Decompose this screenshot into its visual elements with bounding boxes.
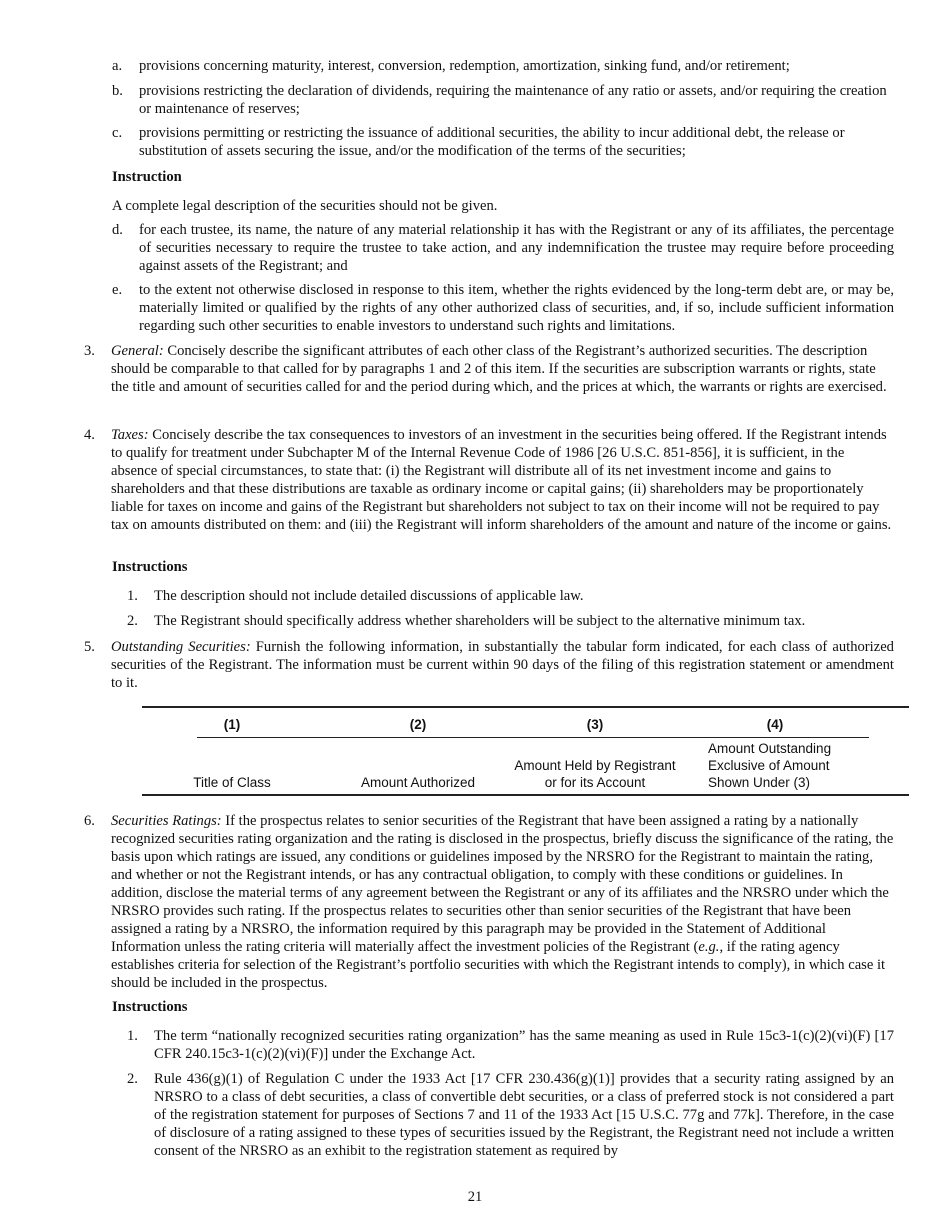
list-text: Rule 436(g)(1) of Regulation C under the 1933 Act [17 CFR 230.436(g)(1)] provides that a security rating assigned by an NRSRO to a class of debt securities, a class of convertible debt securities, or a class of preferred stock is not considered a part of the registration statement for purposes of Sections 7 and 11 of the 1933 Act [15 U.S.C. 77g and 77k]. Therefore, in the case of disclosure of a rating assigned to these types of securities issued by the Registrant, the Registrant need not include a written consent of the NRSRO as an exhibit to the registration statement as required by (154, 1071, 894, 1159)
item-number: 3. (84, 343, 95, 359)
instruction-heading: Instruction (112, 169, 182, 185)
list-marker: b. (112, 83, 123, 99)
instruction-item-1 (127, 587, 894, 607)
column-header-1: (1) (223, 717, 241, 732)
item-text (111, 638, 894, 692)
list-marker: d. (112, 222, 123, 238)
list-text: The description should not include detailed discussions of applicable law. (154, 588, 584, 604)
item-6 (84, 812, 894, 992)
item-5 (84, 638, 894, 694)
item-body: Concisely describe the significant attributes of each other class of the Registrant’s authorized securities. The description should be comparable to that called for by paragraphs 1 and 2 of this item. If the securities are subscription warrants or rights, state the title and amount of securities called for and the period during which, and the prices at which, the warrants or rights are exercised. (111, 343, 887, 395)
instructions-heading: Instructions (112, 999, 188, 1015)
column-amount-authorized: Amount Authorized (360, 775, 476, 790)
column-amount-held-line2: or for its Account (544, 775, 646, 790)
item-3 (84, 342, 894, 416)
list-marker: 2. (127, 1071, 138, 1087)
list-text: provisions restricting the declaration of dividends, requiring the maintenance of any ratio or assets, and/or requiring the creation or maintenance of reserves; (139, 83, 887, 117)
table-header-rule (197, 737, 869, 738)
list-marker: a. (112, 58, 123, 74)
item-body: If the prospectus relates to senior securities of the Registrant that have been assigned a rating by a nationally recognized securities rating organization and the rating is disclosed in the prospectus, briefly discuss the significance of the rating, the basis upon which ratings are issued, any conditions or guidelines imposed by the NRSRO for the Registrant to maintain the rating, and whether or not the Registrant intends, or has any contractual obligation, to comply with these conditions or guidelines. In addition, disclose the material terms of any agreement between the Registrant or any of its affiliates and the NRSRO under which the NRSRO provides such rating. If the prospectus relates to securities other than senior securities of the Registrant that have been assigned a rating by a NRSRO, the information required by this paragraph may be provided in the Statement of Additional Information unless the rating criteria will materially affect the investment policies of the Registrant ( (111, 813, 894, 955)
column-outstanding-line1: Amount Outstanding (708, 741, 832, 756)
column-header-2: (2) (409, 717, 427, 732)
column-amount-held-line1: Amount Held by Registrant (514, 758, 676, 773)
item-title: General: (111, 343, 164, 359)
list-marker: 1. (127, 588, 138, 604)
item-body: Furnish the following information, in substantially the tabular form indicated, for each class of authorized securities of the Registrant. The information must be current within 90 days of the filing of this registration statement or amendment to it. (111, 639, 894, 691)
list-text: for each trustee, its name, the nature of any material relationship it has with the Registrant or any of its affiliates, the percentage of securities necessary to require the trustee to take action, and any indemnification the trustee may require before proceeding against assets of the Registrant; and (139, 222, 894, 274)
instructions-heading: Instructions (112, 559, 188, 575)
column-outstanding-line3: Shown Under (3) (708, 775, 811, 790)
list-item-e (112, 281, 894, 337)
column-outstanding-line2: Exclusive of Amount (708, 758, 830, 773)
list-item-b (112, 82, 894, 120)
list-text: The Registrant should specifically address whether shareholders will be subject to the alternative minimum tax. (154, 613, 806, 629)
item-number: 4. (84, 427, 95, 443)
table-bottom-rule (142, 794, 909, 796)
list-text: to the extent not otherwise disclosed in response to this item, whether the rights evidenced by the long-term debt are, or may be, materially limited or qualified by the rights of any other authorized class of securities, and, if so, include sufficient information regarding such other securities to enable investors to understand such rights and limitations. (139, 282, 894, 334)
item-number: 6. (84, 813, 95, 829)
item-abbrev: e.g. (698, 939, 720, 955)
list-item-a (112, 57, 894, 77)
list-item-d (112, 221, 894, 277)
item-text (111, 426, 894, 534)
list-text: provisions concerning maturity, interest, conversion, redemption, amortization, sinking fund, and/or retirement; (139, 58, 790, 74)
item-body: Concisely describe the tax consequences to investors of an investment in the securities being offered. If the Registrant intends to qualify for treatment under Subchapter M of the Internal Revenue Code of 1986 [26 U.S.C. 851-856], it is sufficient, in the absence of special circumstances, to state that: (i) the Registrant will distribute all of its net investment income and gains to shareholders and that these distributions are taxable as ordinary income or capital gains; (ii) shareholders may be proportionately liable for taxes on income and gains of the Registrant but shareholders not subject to tax on their income will not be required to pay tax on amounts distributed on them: and (iii) the Registrant will inform shareholders of the amount and nature of the income or gains. (111, 427, 892, 533)
item-number: 5. (84, 639, 95, 655)
list-marker: 2. (127, 613, 138, 629)
list-text: The term “nationally recognized securities rating organization” has the same meaning as used in Rule 15c3-1(c)(2)(vi)(F) [17 CFR 240.15c3-1(c)(2)(vi)(F)] under the Exchange Act. (154, 1028, 894, 1062)
instruction-text: A complete legal description of the securities should not be given. (112, 198, 498, 214)
item-4 (84, 426, 894, 554)
instruction-item-2 (127, 612, 894, 632)
item-title: Outstanding Securities: (111, 639, 251, 655)
list-item-c (112, 124, 894, 162)
page-number: 21 (467, 1189, 483, 1205)
table-top-rule (142, 706, 909, 708)
item-text (111, 342, 894, 396)
column-header-3: (3) (586, 717, 604, 732)
item-title: Taxes: (111, 427, 149, 443)
list-marker: e. (112, 282, 123, 298)
column-header-4: (4) (766, 717, 784, 732)
item-body-cont: , if the rating agency establishes criteria for selection of the Registrant’s portfolio securities with which the Registrant intends to comply), in which case it should be included in the prospectus. (111, 939, 886, 991)
instruction-item-2 (127, 1070, 894, 1162)
list-marker: 1. (127, 1028, 138, 1044)
column-title-of-class: Title of Class (193, 775, 271, 790)
list-marker: c. (112, 125, 123, 141)
instruction-item-1 (127, 1027, 894, 1065)
item-text (111, 812, 894, 992)
list-text: provisions permitting or restricting the issuance of additional securities, the ability to incur additional debt, the release or substitution of assets securing the issue, and/or the modification of the terms of the securities; (139, 125, 845, 159)
item-title: Securities Ratings: (111, 813, 222, 829)
